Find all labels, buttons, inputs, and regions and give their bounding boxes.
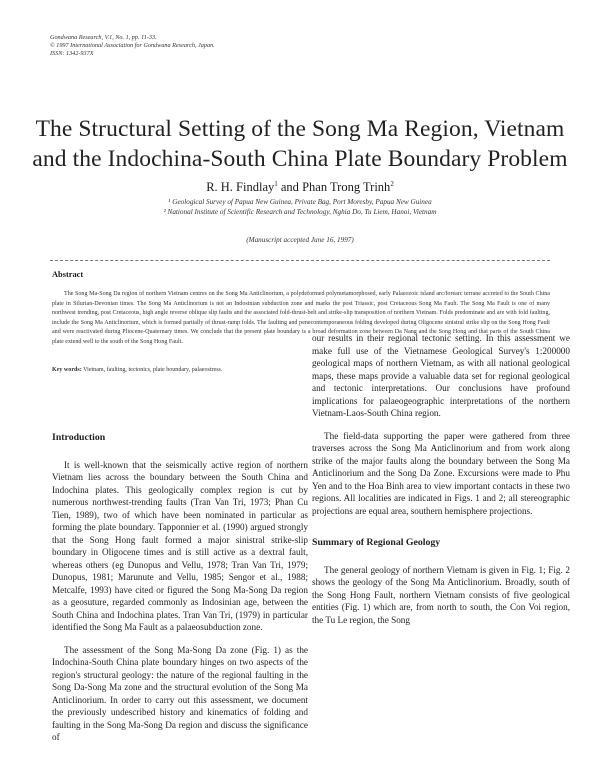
abstract-text: The Song Ma-Song Da region of northern Vietnam centres on the Song Ma Anticlinorium, a polydeformed polymetamorphosed, early Palaeozoic island arc/forearc terrane accreted to the South China plate in Silurian-Devonian times. The Song Ma Anticlinorium is not an Indosinian subduction zone and marks the post Triassic, post Cretaceous Song Ma Fault. The Song Ma Fault is one of many northwest trending, post Cretaceous, high angle reverse oblique slip faults and the associated fold-thrust-belt and strike-slip transposition of northern Vietnam. Folds predominate and are with fold faulting, include the Song Ma Anticlinorium, which is formed partially of thrust-ramp folds. The faulting and penecontemporaneous folding developed during Oligocene sinistral strike slip on the Song Hong Fault and were reactivated during Pliocene-Quaternary times. We conclude that the present plate boundary is a broad deformation zone between Da Nang and the Song Hong and that parts of the South China plate extend well to the south of the Song Hong Fault. [52, 291, 550, 345]
header-divider [50, 260, 550, 261]
keywords-label: Key words: [52, 367, 82, 373]
paper-title [30, 114, 570, 174]
intro-paragraph-4: The field-data supporting the paper were gathered from three traverses across the Song Ma Anticlinorium and from work along strike of the major faults along the boundary between the Song Ma Anticlinorium and the Song Da Zone. Excursions were made to Phu Yen and to the Hoa Binh area to view important contacts in these two regions. All localities are indicated in Figs. 1 and 2; all stereographic projections are equal area, southern hemisphere projections. [312, 430, 570, 516]
journal-issn: ISSN: 1342-937X [50, 50, 94, 57]
author-separator: and [277, 180, 303, 195]
section-heading-introduction: Introduction [52, 432, 106, 443]
keywords-list: Vietnam, faulting, tectonics, plate boundary, palaeostress. [81, 367, 223, 373]
affiliation-2: ² National Institute of Scientific Research and Technology, Nghia Do, Tu Liem, Hanoi, Vietnam [163, 208, 437, 216]
author-1-affil-mark: 1 [274, 180, 278, 188]
summary-paragraph-1: The general geology of northern Vietnam is given in Fig. 1; Fig. 2 shows the geology of the Song Ma Anticlinorium. Broadly, south of the Song Hong Fault, northern Vietnam consists of five geological entities (Fig. 1) which are, from north to south, the Con Voi region, the Tu Le region, the Song [312, 564, 570, 625]
abstract-heading: Abstract [52, 270, 84, 279]
intro-paragraph-2: The assessment of the Song Ma-Song Da zone (Fig. 1) as the Indochina-South China plate boundary hinges on two aspects of the region's structural geology: the nature of the regional faulting in the Song Da-Song Ma zone and the structural evolution of the Song Ma Anticlinorium. In order to carry out this assessment, we document the previously undescribed history and kinematics of folding and faulting in the Song Ma-Song Da region and discuss the significance of [52, 644, 308, 742]
manuscript-accepted-date: (Manuscript accepted June 16, 1997) [246, 236, 354, 244]
author-2-affil-mark: 2 [390, 180, 394, 188]
body-column-right [312, 332, 570, 626]
journal-citation: Gondwana Research, V.1, No. 1, pp. 11-33. [50, 34, 157, 41]
intro-paragraph-1: It is well-known that the seismically active region of northern Vietnam lies across the boundary between the South China and Indochina plates. This geologically complex region is cut by numerous northwest-trending faults (Tran Van Tri, 1973; Phan Cu Tien, 1989), two of which have been nominated in particular as forming the plate boundary. Tapponnier et al. (1990) argued strongly that the Song Hong fault formed a major sinistral strike-slip boundary in Oligocene times and is still active as a dextral fault, whereas others (eg Dunopus and Vellu, 1978; Tran Van Tri, 1979; Dunopus, 1981; Marunute and Vellu, 1985; Sengor et al., 1988; Metcalfe, 1993) have cited or figured the Song Ma-Song Da region as a geosuture, regarded commonly as Indosinian age, between the South China and Indochina plates. Tran Van Tri, (1979) in particular identified the Song Ma Fault as a palaeosubduction zone. [52, 459, 308, 632]
section-heading-regional-geology: Summary of Regional Geology [312, 537, 441, 548]
author-2: Phan Trong Trinh [302, 180, 391, 195]
title-line-1: The Structural Setting of the Song Ma Region, Vietnam [35, 116, 565, 142]
journal-copyright: © 1997 International Association for Gondwana Research, Japan. [50, 42, 215, 49]
body-column-left [52, 432, 308, 744]
author-1: R. H. Findlay [206, 180, 275, 195]
journal-header [50, 34, 215, 58]
section-spacer [312, 517, 570, 537]
intro-paragraph-3: our results in their regional tectonic setting. In this assessment we make full use of the Vietnamese Geological Survey's 1:200000 geological maps of northern Vietnam, as with all national geological maps, these maps provide a valuable data set for regional geological and tectonic interpretations. Our conclusions have profound implications for palaeogeographic interpretations of the northern Vietnam-Laos-South China region. [312, 333, 570, 418]
author-list [0, 180, 600, 195]
affiliation-1: ¹ Geological Survey of Papua New Guinea, Private Bag, Port Moresby, Papua New Guinea [168, 198, 432, 206]
affiliations [60, 197, 540, 217]
title-line-2: and the Indochina-South China Plate Boundary Problem [32, 146, 568, 172]
